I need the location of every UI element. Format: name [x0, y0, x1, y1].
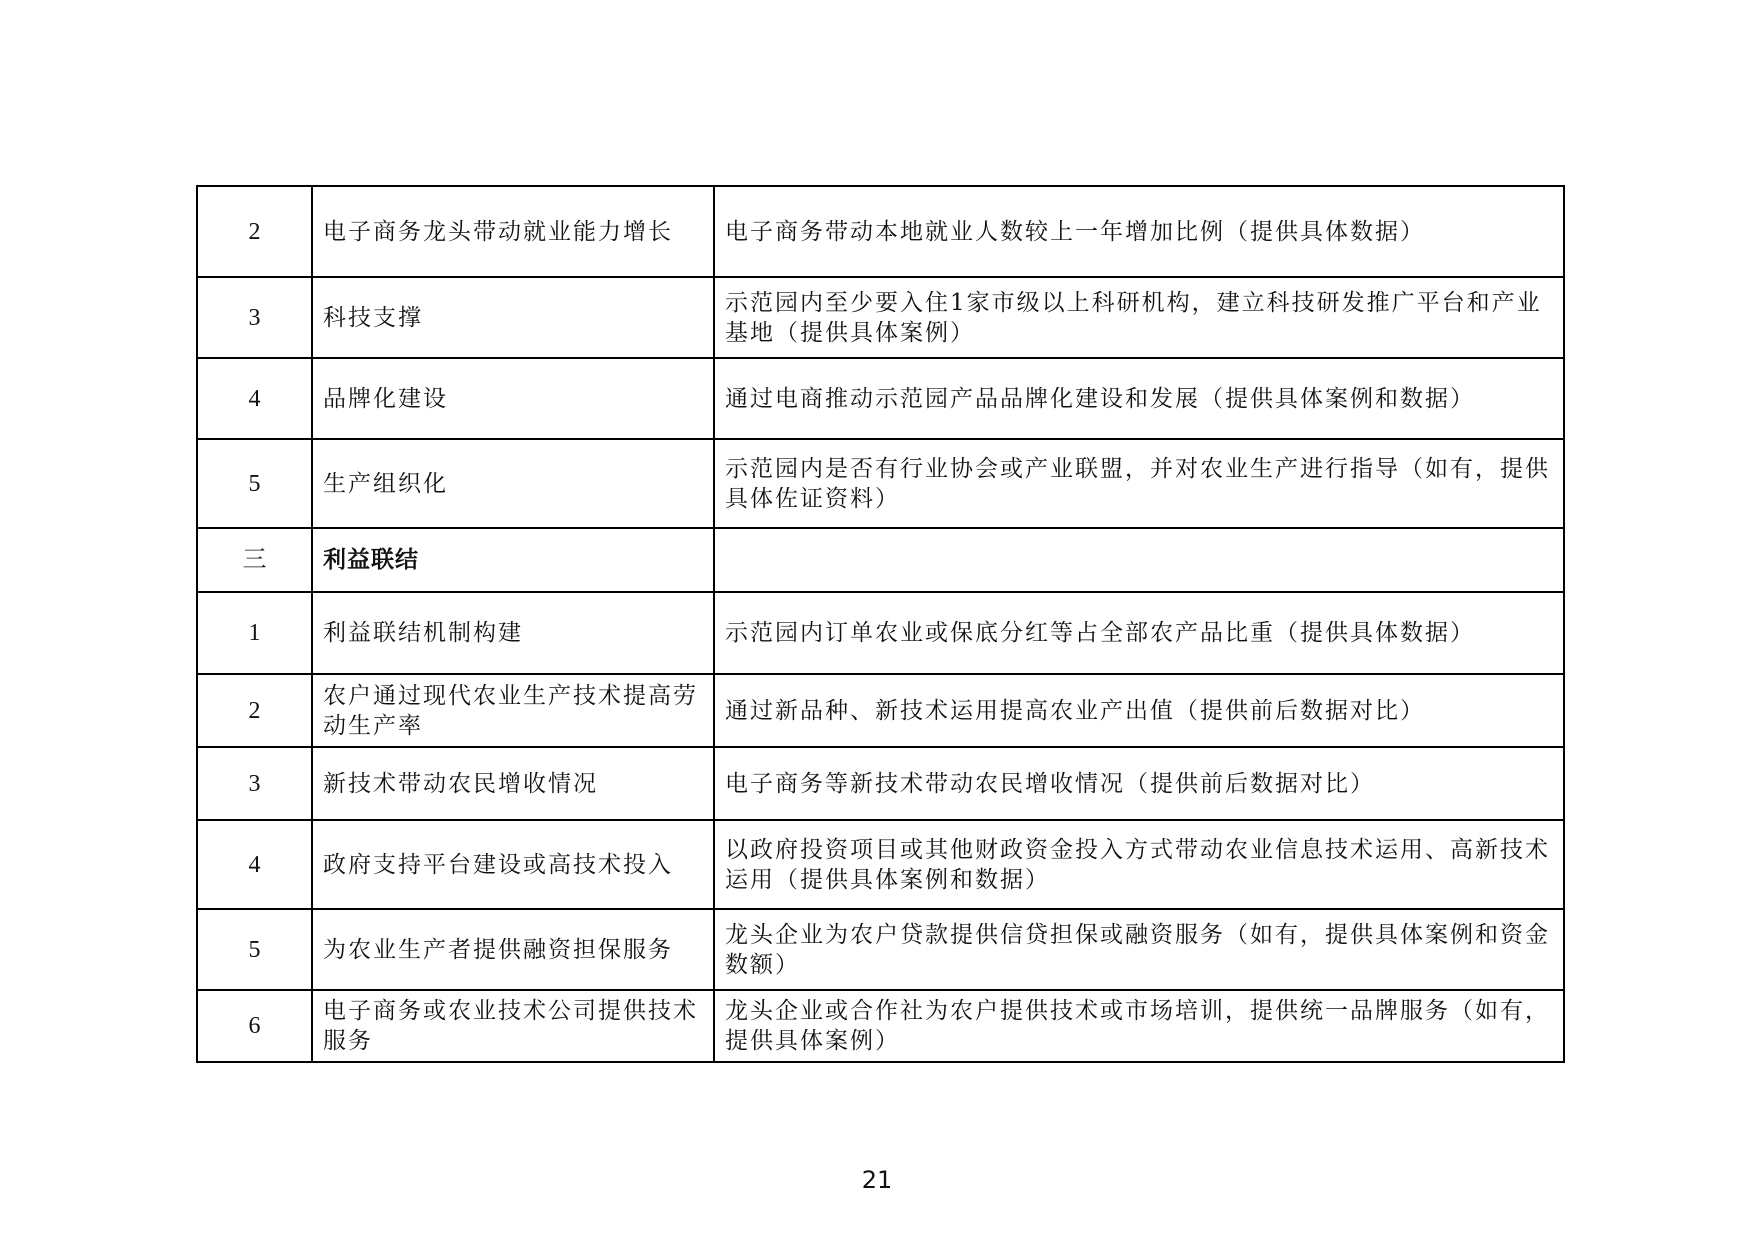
table-row	[197, 277, 1564, 358]
table-row	[197, 820, 1564, 909]
row-number: 4	[197, 358, 312, 439]
table-row	[197, 186, 1564, 277]
row-number: 6	[197, 990, 312, 1062]
section-description	[714, 528, 1564, 592]
table-row	[197, 747, 1564, 820]
indicator-name: 品牌化建设	[312, 358, 714, 439]
section-title: 利益联结	[312, 528, 714, 592]
indicator-description: 电子商务带动本地就业人数较上一年增加比例（提供具体数据）	[714, 186, 1564, 277]
page-number: 21	[861, 1166, 893, 1194]
table-row	[197, 439, 1564, 528]
row-number: 2	[197, 186, 312, 277]
indicator-description: 通过电商推动示范园产品品牌化建设和发展（提供具体案例和数据）	[714, 358, 1564, 439]
indicator-description: 电子商务等新技术带动农民增收情况（提供前后数据对比）	[714, 747, 1564, 820]
indicator-description: 示范园内订单农业或保底分红等占全部农产品比重（提供具体数据）	[714, 592, 1564, 674]
indicator-description: 示范园内至少要入住1家市级以上科研机构，建立科技研发推广平台和产业基地（提供具体案例）	[714, 277, 1564, 358]
table-row	[197, 674, 1564, 747]
indicator-description: 通过新品种、新技术运用提高农业产出值（提供前后数据对比）	[714, 674, 1564, 747]
table-row	[197, 990, 1564, 1062]
indicator-name: 为农业生产者提供融资担保服务	[312, 909, 714, 990]
row-number: 5	[197, 439, 312, 528]
row-number: 1	[197, 592, 312, 674]
indicator-description: 龙头企业或合作社为农户提供技术或市场培训，提供统一品牌服务（如有，提供具体案例）	[714, 990, 1564, 1062]
row-number: 3	[197, 747, 312, 820]
row-number: 3	[197, 277, 312, 358]
indicator-name: 政府支持平台建设或高技术投入	[312, 820, 714, 909]
row-number: 5	[197, 909, 312, 990]
indicator-name: 新技术带动农民增收情况	[312, 747, 714, 820]
table-row	[197, 592, 1564, 674]
row-number: 4	[197, 820, 312, 909]
table-row	[197, 909, 1564, 990]
indicator-name: 利益联结机制构建	[312, 592, 714, 674]
indicator-name: 电子商务或农业技术公司提供技术服务	[312, 990, 714, 1062]
section-header-row	[197, 528, 1564, 592]
indicator-name: 科技支撑	[312, 277, 714, 358]
row-number: 2	[197, 674, 312, 747]
indicator-description: 以政府投资项目或其他财政资金投入方式带动农业信息技术运用、高新技术运用（提供具体案例和数据）	[714, 820, 1564, 909]
indicator-description: 龙头企业为农户贷款提供信贷担保或融资服务（如有，提供具体案例和资金数额）	[714, 909, 1564, 990]
indicator-name: 农户通过现代农业生产技术提高劳动生产率	[312, 674, 714, 747]
indicator-description: 示范园内是否有行业协会或产业联盟，并对农业生产进行指导（如有，提供具体佐证资料）	[714, 439, 1564, 528]
indicator-name: 生产组织化	[312, 439, 714, 528]
section-number: 三	[197, 528, 312, 592]
table-row	[197, 358, 1564, 439]
evaluation-table	[196, 185, 1565, 1063]
indicator-name: 电子商务龙头带动就业能力增长	[312, 186, 714, 277]
